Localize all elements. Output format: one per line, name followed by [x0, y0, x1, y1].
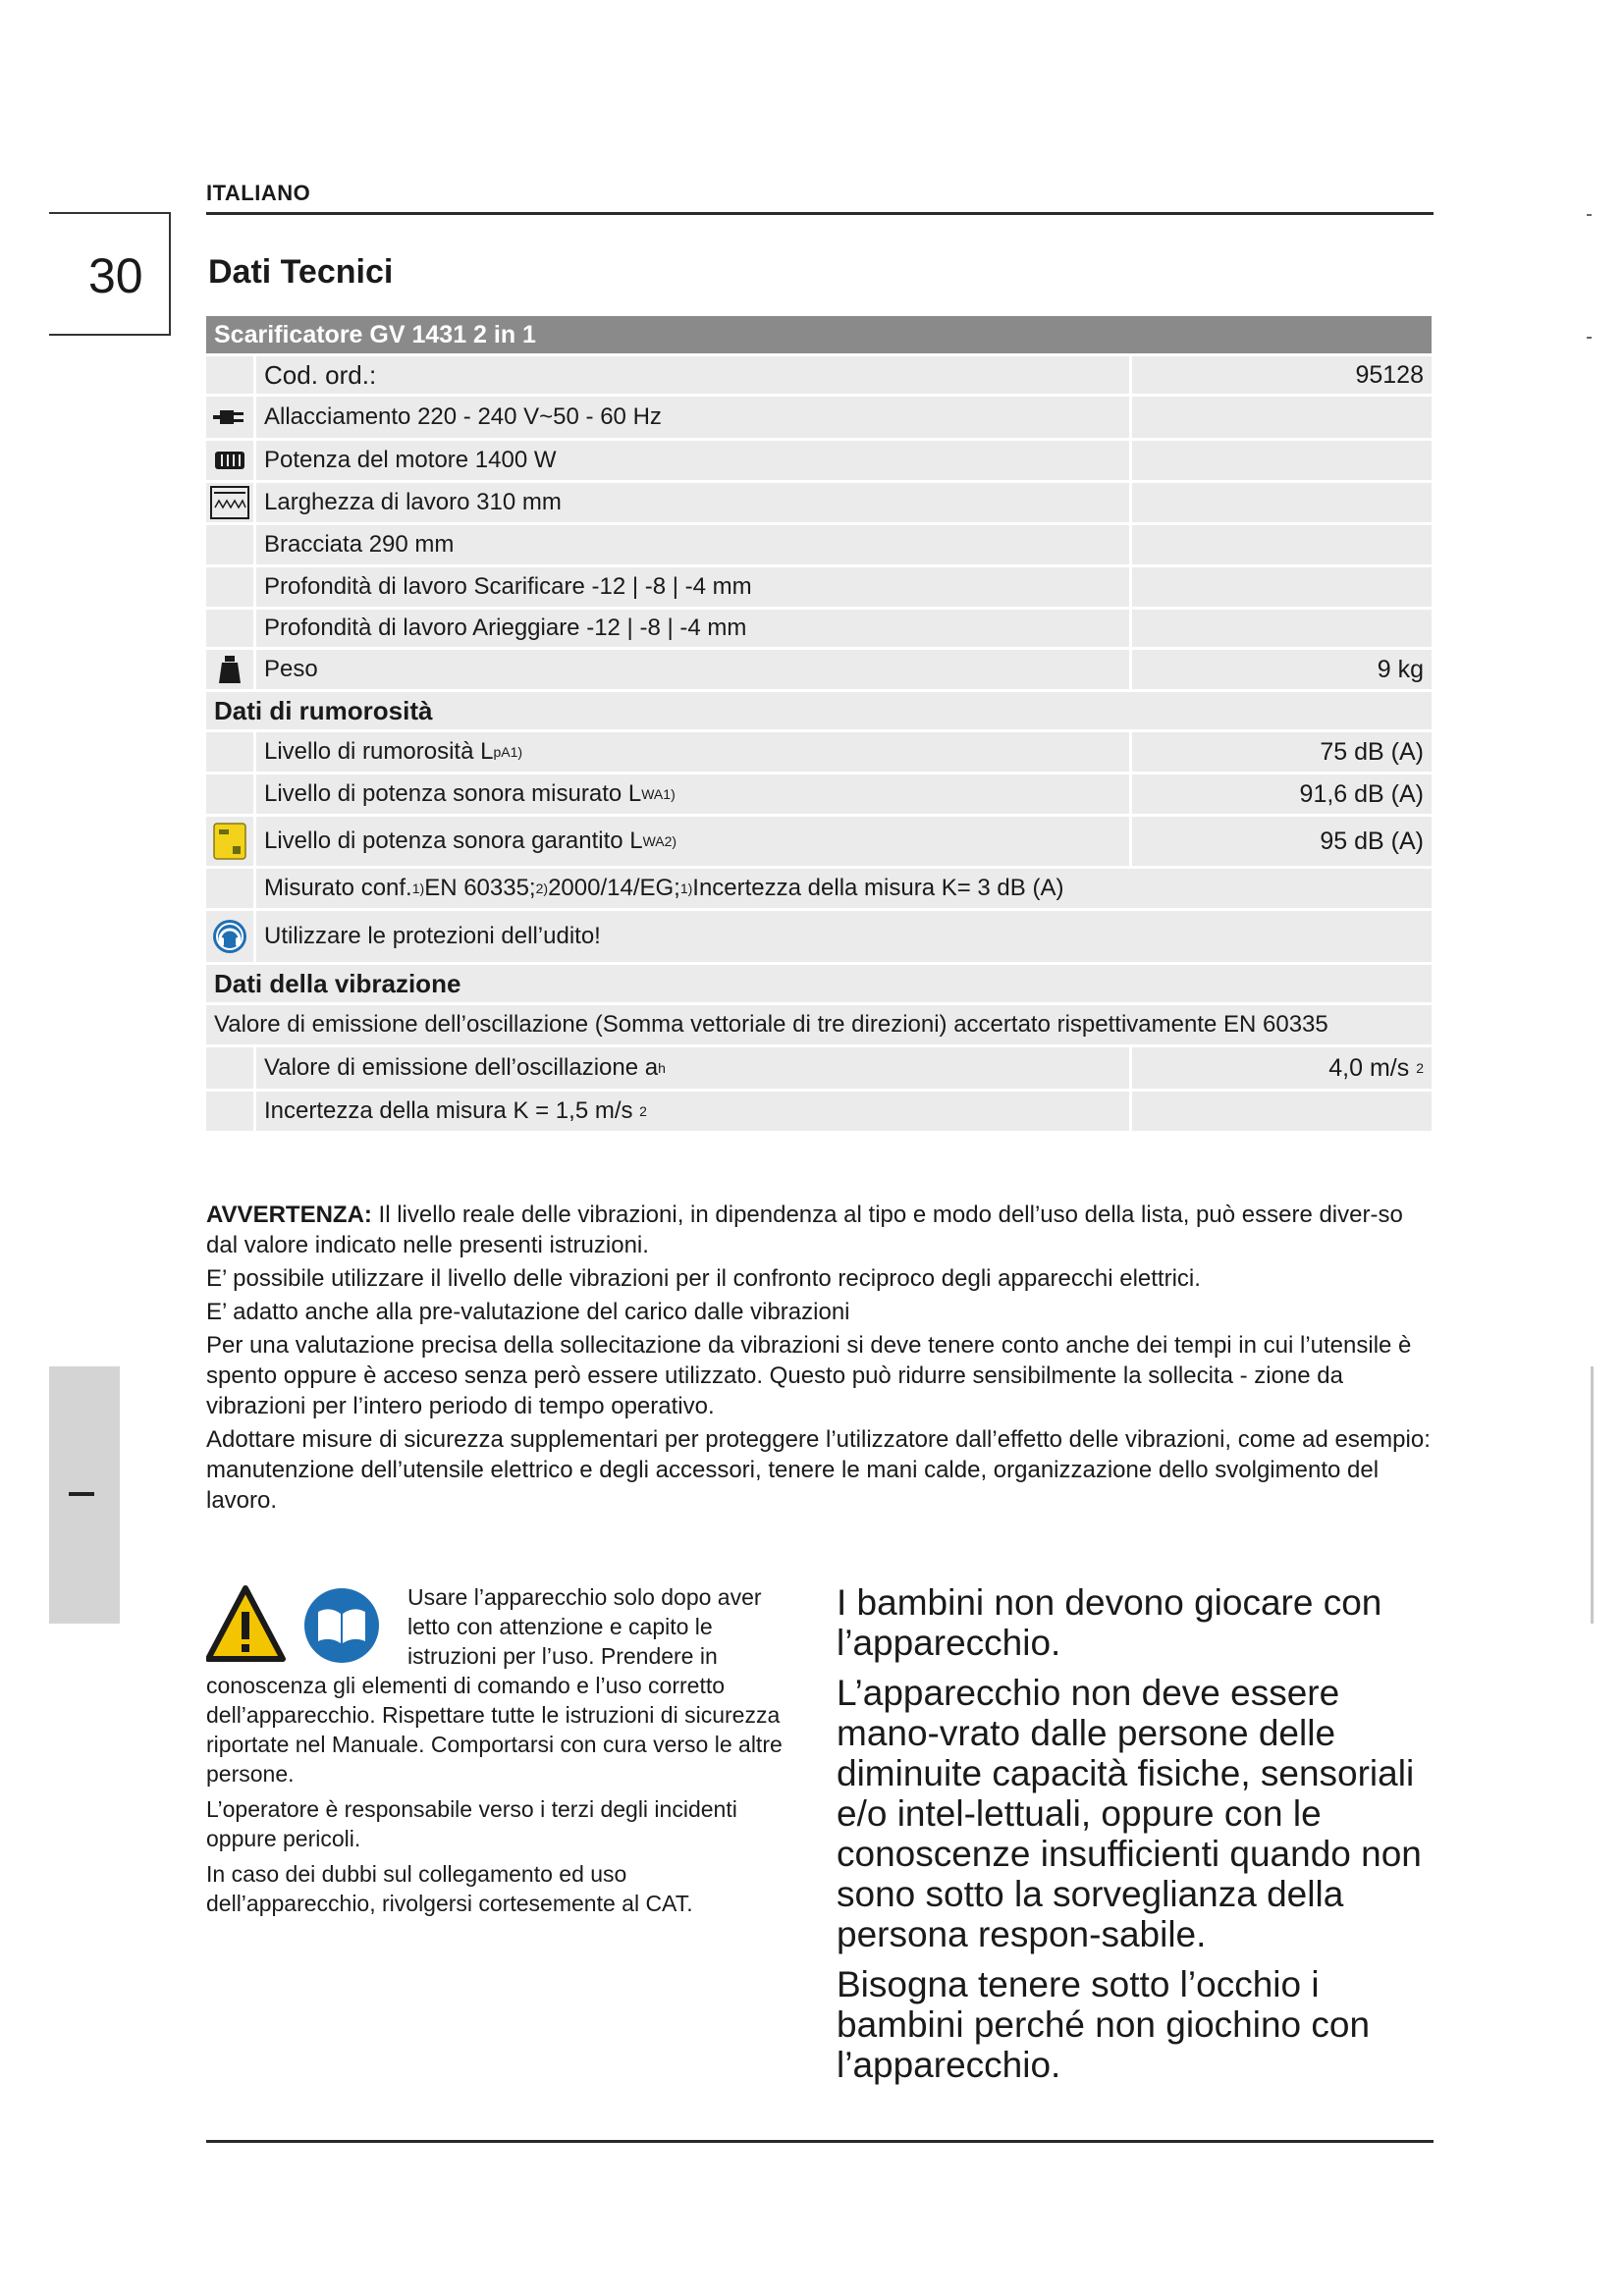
empty-icon-cell: [206, 525, 253, 564]
spec-table: [206, 316, 1432, 1134]
measured-standard-1: EN 60335;: [424, 875, 536, 901]
ah-subscript: h: [658, 1060, 666, 1076]
lwa-guaranteed-footnote: 2): [664, 833, 677, 849]
ear-protection-text: Utilizzare le protezioni dell’udito!: [256, 911, 1432, 962]
side-tab-dash: [69, 1492, 94, 1496]
noise-row-lwa-guaranteed: [206, 817, 1432, 866]
order-code-label: Cod. ord.:: [256, 356, 1129, 394]
vibration-section-row: [206, 965, 1432, 1002]
depth-aerate-label: Profondità di lavoro Arieggiare -12 | -8 | -4 mm: [256, 610, 1129, 647]
weight-value: 9 kg: [1132, 650, 1432, 689]
vibration-uncertainty-label: [256, 1092, 1129, 1131]
page-title: Dati Tecnici: [208, 253, 394, 291]
weight-icon: [206, 650, 253, 689]
measured-prefix: Misurato conf.: [264, 875, 412, 901]
warning-triangle-icon: [208, 1588, 283, 1659]
empty-icon-cell: [206, 610, 253, 647]
ear-protection-icon: [206, 911, 253, 962]
empty-value: [1132, 525, 1432, 564]
motor-icon: [206, 441, 253, 480]
empty-value: [1132, 610, 1432, 647]
spec-row-depth-aerate: [206, 610, 1432, 647]
order-code-value: 95128: [1132, 356, 1432, 394]
ah-label: [256, 1047, 1129, 1089]
children-paragraph-1: I bambini non devono giocare con l’apparecchio.: [837, 1582, 1382, 1663]
spec-row-motor: [206, 441, 1432, 480]
reach-label: Bracciata 290 mm: [256, 525, 1129, 564]
working-width-icon: [206, 483, 253, 522]
connection-label: Allacciamento 220 - 240 V~50 - 60 Hz: [256, 397, 1129, 438]
measured-conformity: [256, 869, 1432, 908]
lwa-guaranteed-value: 95 dB (A): [1132, 817, 1432, 866]
empty-icon-cell: [206, 567, 253, 607]
lpa-subscript: pA: [493, 744, 511, 760]
ah-text: Valore di emissione dell’oscillazione a: [264, 1054, 659, 1081]
vibration-section-title: Dati della vibrazione: [206, 965, 1432, 1002]
vibration-uncertainty-text: Incertezza della misura K = 1,5 m/s: [264, 1097, 633, 1124]
empty-icon-cell: [206, 732, 253, 772]
lwa-measured-text: Livello di potenza sonora misurato L: [264, 780, 642, 807]
empty-value: [1132, 567, 1432, 607]
ah-value-exponent: 2: [1416, 1060, 1424, 1076]
measured-footnote-3: 1): [679, 881, 693, 896]
safety-paragraph-2: L’operatore è responsabile verso i terzi degli incidenti oppure pericoli.: [206, 1796, 737, 1851]
safety-instructions: [206, 1582, 785, 1924]
spec-row-connection: [206, 397, 1432, 438]
noise-row-ear-protection: [206, 911, 1432, 962]
lwa-measured-footnote: 1): [663, 786, 676, 802]
weight-label: Peso: [256, 650, 1129, 689]
noise-section-title: Dati di rumorosità: [206, 692, 1432, 729]
vibration-description: Valore di emissione dell’oscillazione (Somma vettoriale di tre direzioni) accertato rispettivamente EN 60335: [206, 1005, 1432, 1044]
warning-paragraph-1: [206, 1200, 1434, 1260]
lwa-measured-value: 91,6 dB (A): [1132, 774, 1432, 814]
right-edge-line: [1591, 1366, 1594, 1624]
vibration-warning: [206, 1200, 1434, 1519]
safety-paragraph-3: In caso dei dubbi sul collegamento ed uso dell’apparecchio, rivolgersi cortesemente al CAT.: [206, 1861, 693, 1916]
empty-icon-cell: [206, 869, 253, 908]
spec-row-width: [206, 483, 1432, 522]
measured-footnote-1: 1): [411, 881, 425, 896]
warning-paragraph-4: Per una valutazione precisa della sollecitazione da vibrazioni si deve tenere conto anche dei tempi in cui l’utensile è spento oppure è acceso senza però essere utilizzato. Questo può ridurre sensibilmente la sollecita - zione da vibrazioni per l’intero periodo di tempo operativo.: [206, 1332, 1412, 1419]
children-notice: [837, 1582, 1435, 2095]
spec-row-order-code: [206, 356, 1432, 394]
measured-footnote-2: 2): [535, 881, 549, 896]
measured-uncertainty: Incertezza della misura K= 3 dB (A): [692, 875, 1064, 901]
vibration-description-row: [206, 1005, 1432, 1044]
noise-row-measured: [206, 869, 1432, 908]
empty-icon-cell: [206, 1047, 253, 1089]
bottom-divider: [206, 2140, 1434, 2143]
children-paragraph-3: Bisogna tenere sotto l’occhio i bambini perché non giochino con l’apparecchio.: [837, 1964, 1371, 2085]
ah-value-text: 4,0 m/s: [1328, 1053, 1410, 1082]
working-width-label: Larghezza di lavoro 310 mm: [256, 483, 1129, 522]
empty-icon-cell: [206, 1092, 253, 1131]
safety-paragraph-1: Usare l’apparecchio solo dopo aver letto con attenzione e capito le istruzioni per l’uso. Prendere in conoscenza gli elementi di comando e l’uso corretto dell’apparecchio. Rispettare tutte le istruzioni di sicurezza riportate nel Manuale. Comportarsi con cura verso le altre persone.: [206, 1584, 783, 1787]
edge-mark: [1587, 214, 1592, 216]
lpa-label: [256, 732, 1129, 772]
spec-table-header: Scarificatore GV 1431 2 in 1: [206, 316, 1432, 353]
lpa-footnote: 1): [510, 744, 523, 760]
motor-power-label: Potenza del motore 1400 W: [256, 441, 1129, 480]
top-divider: [206, 212, 1434, 215]
lwa-guaranteed-subscript: WA: [642, 833, 665, 849]
read-manual-icon: [304, 1588, 379, 1663]
lpa-text: Livello di rumorosità L: [264, 738, 494, 765]
warning-paragraph-3: E’ adatto anche alla pre-valutazione del carico dalle vibrazioni: [206, 1299, 850, 1325]
lwa-guaranteed-text: Livello di potenza sonora garantito L: [264, 828, 643, 854]
empty-value: [1132, 1092, 1432, 1131]
lwa-measured-label: [256, 774, 1129, 814]
noise-row-lwa-measured: [206, 774, 1432, 814]
noise-section-row: [206, 692, 1432, 729]
vibration-uncertainty-exponent: 2: [639, 1103, 647, 1119]
spec-row-reach: [206, 525, 1432, 564]
warning-paragraph-5: Adottare misure di sicurezza supplementari per proteggere l’utilizzatore dall’effetto delle vibrazioni, come ad esempio: manutenzione dell’utensile elettrico e degli accessori, tenere le mani calde, organizzazione dello svolgimento del lavoro.: [206, 1426, 1431, 1514]
lwa-measured-subscript: WA: [641, 786, 664, 802]
vibration-row-uncertainty: [206, 1092, 1432, 1131]
language-label: ITALIANO: [206, 181, 311, 205]
sound-label-icon: [206, 817, 253, 866]
warning-paragraph-2: E’ possibile utilizzare il livello delle vibrazioni per il confronto reciproco degli apparecchi elettrici.: [206, 1265, 1201, 1292]
plug-icon: [206, 397, 253, 438]
empty-value: [1132, 483, 1432, 522]
spec-row-depth-scarify: [206, 567, 1432, 607]
depth-scarify-label: Profondità di lavoro Scarificare -12 | -8 | -4 mm: [256, 567, 1129, 607]
edge-mark: [1587, 337, 1592, 339]
lwa-guaranteed-label: [256, 817, 1129, 866]
vibration-row-ah: [206, 1047, 1432, 1089]
empty-value: [1132, 397, 1432, 438]
ah-value: [1132, 1047, 1432, 1089]
safety-icons: [206, 1582, 407, 1669]
empty-value: [1132, 441, 1432, 480]
measured-standard-2: 2000/14/EG;: [548, 875, 680, 901]
spec-row-weight: [206, 650, 1432, 689]
empty-icon-cell: [206, 356, 253, 394]
warning-heading: AVVERTENZA:: [206, 1201, 372, 1228]
warning-text-1: Il livello reale delle vibrazioni, in dipendenza al tipo e modo dell’uso della lista, può essere diver-so dal valore indicato nelle presenti istruzioni.: [206, 1201, 1403, 1258]
noise-row-lpa: [206, 732, 1432, 772]
page-number: 30: [88, 248, 143, 303]
children-paragraph-2: L’apparecchio non deve essere mano-vrato dalle persone delle diminuite capacità fisiche, sensoriali e/o intel-lettuali, oppure con le conoscenze insufficienti quando non sono sotto la sorveglianza della persona respon-sabile.: [837, 1673, 1422, 1954]
lpa-value: 75 dB (A): [1132, 732, 1432, 772]
empty-icon-cell: [206, 774, 253, 814]
